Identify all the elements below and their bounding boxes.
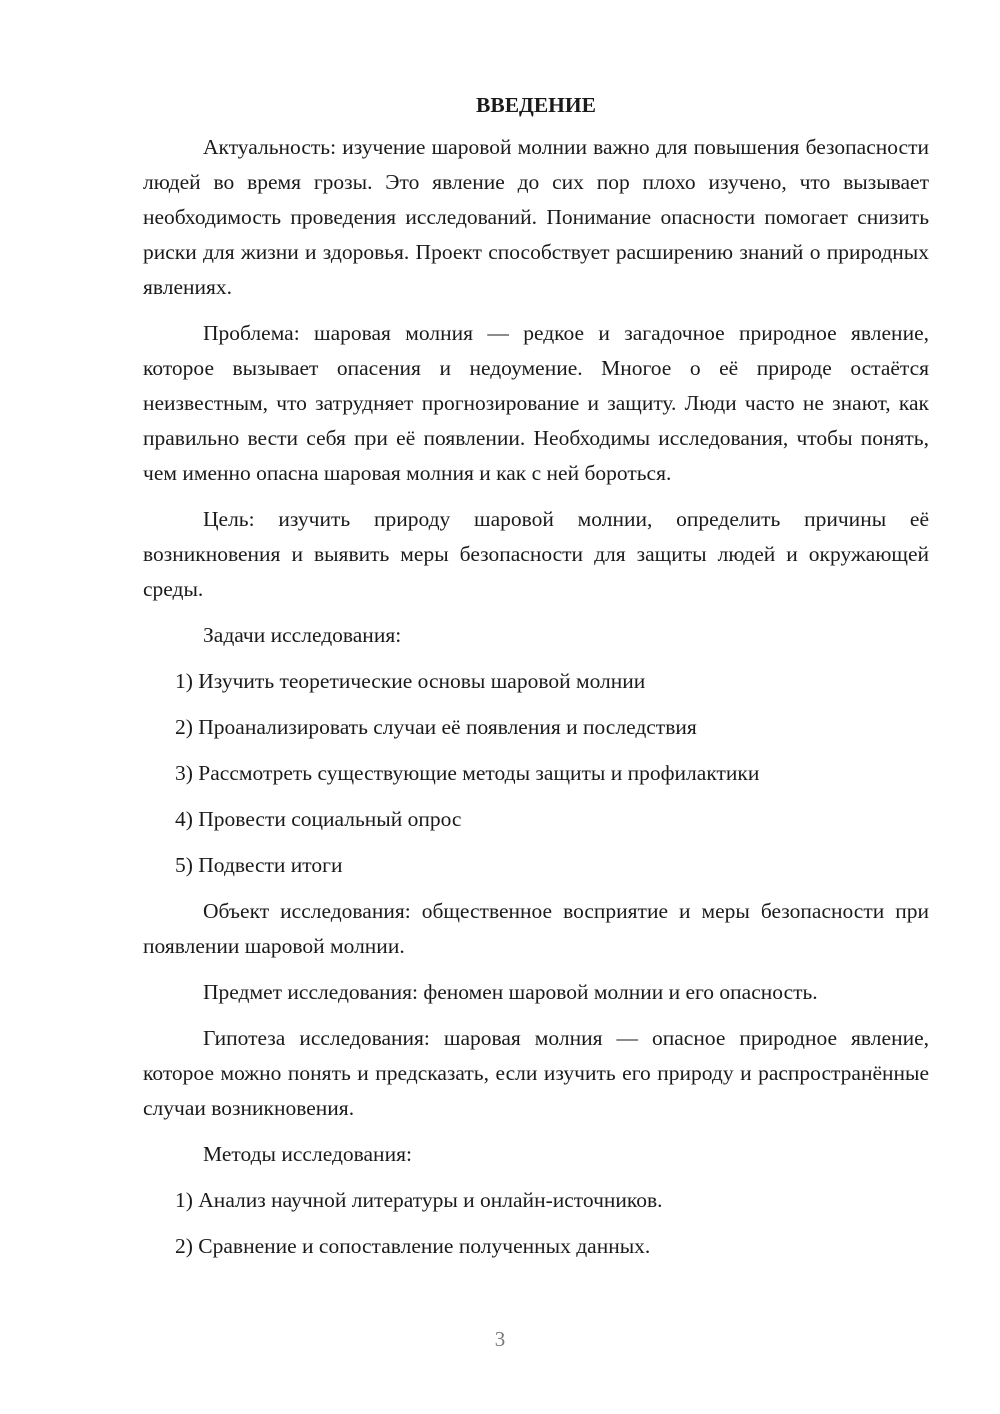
relevance-paragraph: Актуальность: изучение шаровой молнии важно для повышения безопасности людей во время грозы. Это явление до сих пор плохо изучено, что вызывает необходимость проведения исследований. Понимание опасности помогает снизить риски для жизни и здоровья. Проект способствует расширению знаний о природных явлениях. <box>143 135 929 299</box>
page-number: 3 <box>494 1327 506 1351</box>
list-item: 4) Провести социальный опрос <box>175 807 462 831</box>
list-item: 2) Проанализировать случаи её появления и последствия <box>175 715 697 739</box>
list-item: 1) Анализ научной литературы и онлайн-источников. <box>175 1188 663 1212</box>
subject-paragraph: Предмет исследования: феномен шаровой молнии и его опасность. <box>203 980 818 1004</box>
methods-title: Методы исследования: <box>203 1142 412 1166</box>
list-item: 2) Сравнение и сопоставление полученных данных. <box>175 1234 651 1258</box>
hypothesis-paragraph: Гипотеза исследования: шаровая молния — опасное природное явление, которое можно понять и предсказать, если изучить его природу и распространённые случаи возникновения. <box>143 1026 929 1120</box>
page-title: ВВЕДЕНИЕ <box>476 93 596 117</box>
list-item: 5) Подвести итоги <box>175 853 343 877</box>
list-item: 1) Изучить теоретические основы шаровой молнии <box>175 669 646 693</box>
list-item: 3) Рассмотреть существующие методы защиты и профилактики <box>175 761 760 785</box>
object-paragraph: Объект исследования: общественное восприятие и меры безопасности при появлении шаровой молнии. <box>143 899 929 958</box>
tasks-list <box>143 664 929 883</box>
problem-paragraph: Проблема: шаровая молния — редкое и загадочное природное явление, которое вызывает опасения и недоумение. Многое о её природе остаётся неизвестным, что затрудняет прогнозирование и защиту. Люди часто не знают, как правильно вести себя при её появлении. Необходимы исследования, чтобы понять, чем именно опасна шаровая молния и как с ней бороться. <box>143 321 929 485</box>
methods-list <box>143 1183 929 1264</box>
document-page <box>143 88 929 1275</box>
goal-paragraph: Цель: изучить природу шаровой молнии, определить причины её возникновения и выявить меры безопасности для защиты людей и окружающей среды. <box>143 507 929 601</box>
tasks-title: Задачи исследования: <box>203 623 402 647</box>
